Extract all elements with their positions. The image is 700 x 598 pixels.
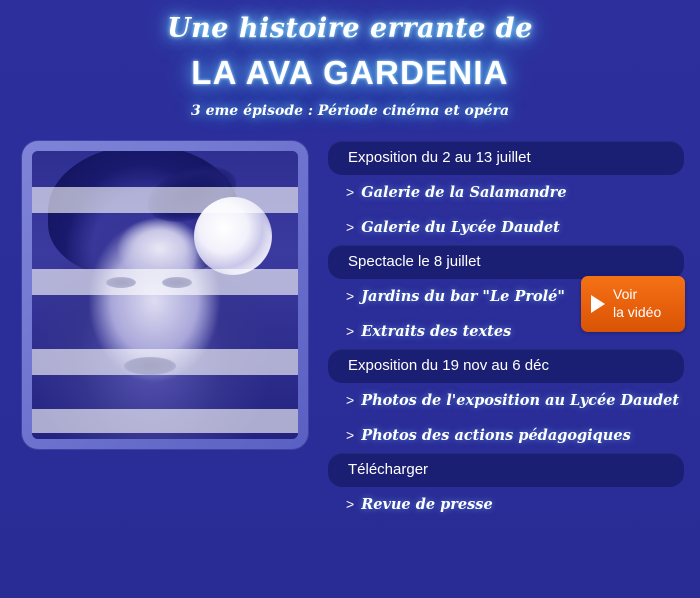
section-heading-exposition-nov-dec — [328, 349, 684, 383]
section-heading-telecharger — [328, 453, 684, 487]
section-heading-label: Exposition du 19 nov au 6 déc — [348, 357, 549, 375]
section-heading-label: Télécharger — [348, 461, 429, 479]
sections-list — [328, 141, 684, 522]
section-heading-label: Exposition du 2 au 13 juillet — [348, 149, 531, 167]
chevron-right-icon: > — [346, 496, 355, 513]
link-label: Photos des actions pédagogiques — [361, 426, 631, 444]
link-photos-actions-pedagogiques[interactable] — [328, 418, 684, 453]
title-script: Une histoire errante de — [167, 13, 533, 44]
link-photos-exposition-lycee-daudet[interactable] — [328, 383, 684, 418]
section-heading-label: Spectacle le 8 juillet — [348, 253, 481, 271]
section-heading-spectacle — [328, 245, 684, 279]
watch-video-button[interactable] — [581, 276, 685, 332]
play-icon — [591, 295, 605, 313]
link-revue-de-presse[interactable] — [328, 487, 684, 522]
chevron-right-icon: > — [346, 323, 355, 340]
section-heading-exposition-juillet — [328, 141, 684, 175]
portrait-stripe — [32, 349, 298, 375]
page-subtitle: 3 eme épisode : Période cinéma et opéra — [190, 102, 510, 119]
link-label: Revue de presse — [361, 495, 493, 513]
link-label: Extraits des textes — [361, 322, 512, 340]
content-area — [0, 141, 700, 522]
chevron-right-icon: > — [346, 288, 355, 305]
portrait-frame — [22, 141, 308, 449]
watch-video-label — [613, 286, 661, 321]
chevron-right-icon: > — [346, 392, 355, 409]
portrait-stripe — [32, 187, 298, 213]
watch-video-line2: la vidéo — [613, 303, 662, 320]
link-label: Photos de l'exposition au Lycée Daudet — [361, 391, 680, 409]
portrait-stripe — [32, 409, 298, 433]
link-label: Jardins du bar "Le Prolé" — [361, 287, 565, 305]
watch-video-line1: Voir — [613, 286, 638, 303]
portrait-stripe — [32, 269, 298, 295]
link-label: Galerie de la Salamandre — [361, 183, 567, 201]
chevron-right-icon: > — [346, 427, 355, 444]
chevron-right-icon: > — [346, 219, 355, 236]
page-title: LA AVA GARDENIA — [191, 53, 509, 91]
portrait-image — [32, 151, 298, 439]
link-label: Galerie du Lycée Daudet — [361, 218, 560, 236]
chevron-right-icon: > — [346, 184, 355, 201]
link-galerie-lycee-daudet[interactable] — [328, 210, 684, 245]
link-galerie-salamandre[interactable] — [328, 175, 684, 210]
page-header — [0, 0, 700, 119]
